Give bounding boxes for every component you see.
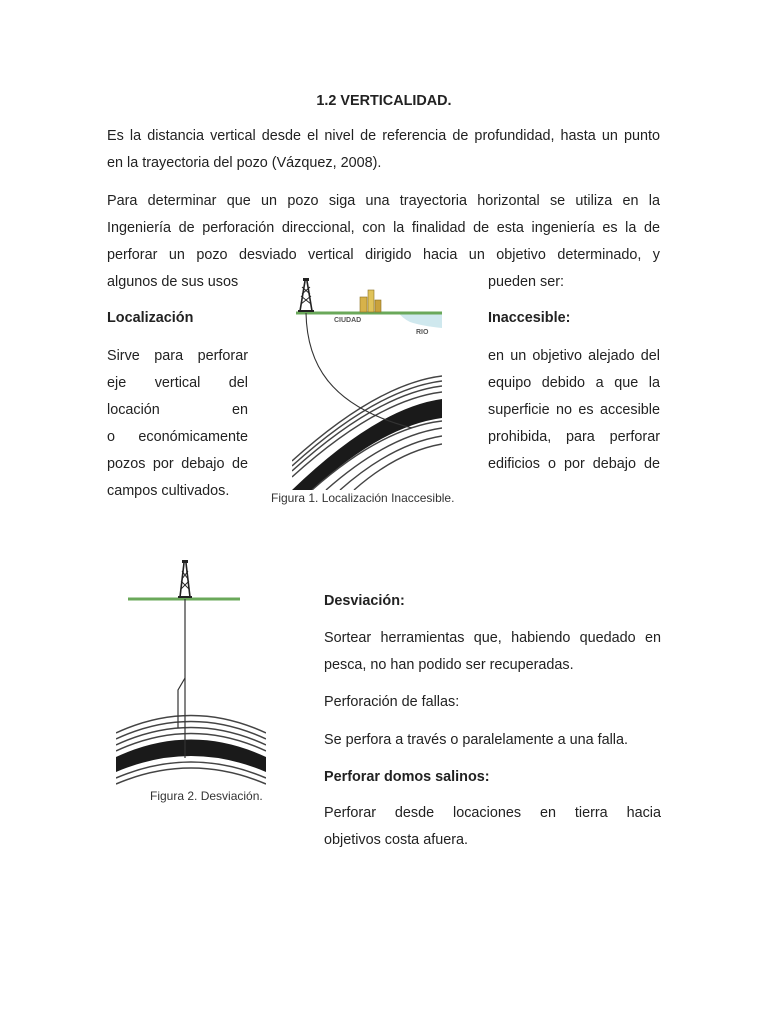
paragraph-line: algunos de sus usos bbox=[107, 274, 239, 290]
heading-localizacion: Localización bbox=[107, 310, 194, 326]
heading-inaccesible: Inaccesible: bbox=[488, 310, 571, 326]
paragraph-line: Es la distancia vertical desde el nivel de referencia de profundidad, hasta un punto bbox=[107, 128, 660, 144]
right-column-line: superficie no es accesible bbox=[488, 402, 660, 418]
paragraph-line: objetivos costa afuera. bbox=[324, 832, 468, 848]
right-column-line: edificios o por debajo de bbox=[488, 456, 660, 472]
heading-domos-salinos: Perforar domos salinos: bbox=[324, 769, 490, 785]
paragraph-line: Perforación de fallas: bbox=[324, 694, 460, 710]
left-column-line: eje vertical del bbox=[107, 375, 248, 391]
figure-1-diagram bbox=[292, 276, 442, 490]
left-column-line: locación en bbox=[107, 402, 248, 418]
right-column-line: equipo debido a que la bbox=[488, 375, 660, 391]
figure-1-caption: Figura 1. Localización Inaccesible. bbox=[271, 491, 455, 505]
paragraph-line: pueden ser: bbox=[488, 274, 565, 290]
left-column-line: pozos por debajo de bbox=[107, 456, 248, 472]
paragraph-line: en la trayectoria del pozo (Vázquez, 2008). bbox=[107, 155, 382, 171]
paragraph-line: pesca, no han podido ser recuperadas. bbox=[324, 657, 574, 673]
label-city: CIUDAD bbox=[334, 317, 362, 324]
section-title: 1.2 VERTICALIDAD. bbox=[316, 93, 452, 109]
paragraph-line: Sortear herramientas que, habiendo quedado en bbox=[324, 630, 661, 646]
left-column-line: campos cultivados. bbox=[107, 483, 230, 499]
right-column-line: en un objetivo alejado del bbox=[488, 348, 660, 364]
figure-2-diagram bbox=[116, 558, 266, 788]
reservoir-layer bbox=[116, 740, 266, 773]
derrick-icon bbox=[298, 278, 314, 312]
city-buildings-icon bbox=[360, 290, 381, 312]
paragraph-line: Ingeniería de perforación direccional, con la finalidad de esta ingeniería es la de bbox=[107, 220, 660, 236]
derrick-icon bbox=[178, 560, 192, 598]
left-column-line: o económicamente bbox=[107, 429, 248, 445]
paragraph-line: Se perfora a través o paralelamente a una falla. bbox=[324, 732, 628, 748]
paragraph-line: Perforar desde locaciones en tierra hacia bbox=[324, 805, 661, 821]
right-column-line: prohibida, para perforar bbox=[488, 429, 660, 445]
sidetrack-path bbox=[178, 678, 185, 728]
left-column-line: Sirve para perforar bbox=[107, 348, 248, 364]
figure-2-caption: Figura 2. Desviación. bbox=[150, 789, 263, 803]
label-river: RIO bbox=[416, 329, 429, 336]
paragraph-line: perforar un pozo desviado vertical dirigido hacia un objetivo determinado, y bbox=[107, 247, 660, 263]
heading-desviacion: Desviación: bbox=[324, 593, 405, 609]
paragraph-line: Para determinar que un pozo siga una trayectoria horizontal se utiliza en la bbox=[107, 193, 660, 209]
